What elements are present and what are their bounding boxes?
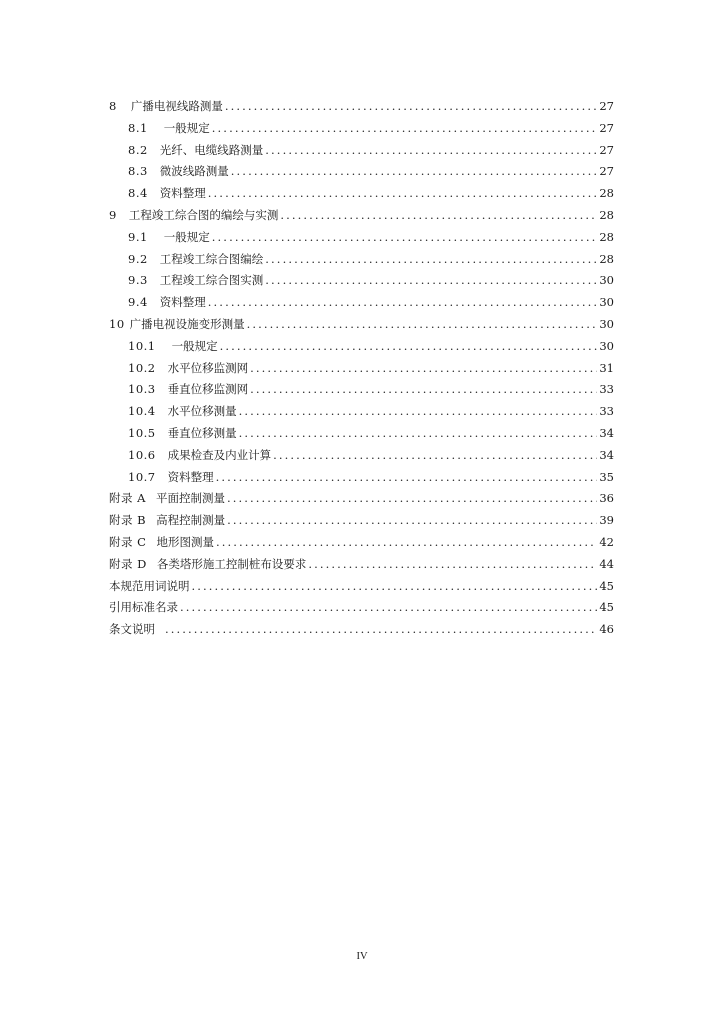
toc-entry-number: 9.4	[128, 295, 148, 310]
toc-entry-page: 45	[599, 578, 614, 593]
toc-entry[interactable]	[109, 490, 614, 512]
toc-entry-page: 33	[599, 404, 614, 419]
toc-leader-dots	[265, 273, 597, 287]
toc-entry-page: 28	[599, 229, 614, 244]
toc-entry[interactable]	[109, 251, 614, 273]
toc-entry-title: 垂直位移测量	[167, 425, 237, 440]
toc-entry-title: 本规范用词说明	[109, 578, 190, 593]
toc-leader-dots	[220, 339, 598, 353]
toc-leader-dots	[216, 535, 597, 549]
toc-entry[interactable]	[109, 425, 614, 447]
toc-entry-title: 各类塔形施工控制桩布设要求	[156, 556, 307, 571]
toc-entry-title: 工程竣工综合图实测	[159, 273, 264, 288]
toc-entry-number: 10.4	[128, 404, 156, 419]
toc-leader-dots	[273, 448, 597, 462]
toc-entry-page: 30	[599, 295, 614, 310]
toc-entry[interactable]	[109, 272, 614, 294]
toc-entry-page: 27	[599, 164, 614, 179]
toc-entry-title: 资料整理	[159, 295, 206, 310]
toc-entry[interactable]	[109, 360, 614, 382]
toc-entry-number: 8.1	[128, 120, 148, 135]
toc-leader-dots	[208, 295, 598, 309]
toc-entry-title: 光纤、电缆线路测量	[159, 142, 264, 157]
toc-entry-title: 工程竣工综合图的编绘与实测	[128, 207, 279, 222]
toc-entry[interactable]	[109, 294, 614, 316]
toc-entry-title: 一般规定	[163, 229, 210, 244]
toc-leader-dots	[250, 382, 597, 396]
page-number: IV	[356, 951, 368, 962]
toc-entry-title: 垂直位移监测网	[167, 382, 249, 397]
toc-leader-dots	[308, 557, 597, 571]
toc-entry[interactable]	[109, 120, 614, 142]
toc-leader-dots	[212, 121, 598, 135]
toc-entry-title: 水平位移测量	[167, 404, 237, 419]
toc-entry-title: 资料整理	[167, 469, 214, 484]
toc-entry[interactable]	[109, 142, 614, 164]
toc-entry-title: 高程控制测量	[156, 513, 226, 528]
toc-entry-number: 10.2	[128, 360, 156, 375]
toc-leader-dots	[227, 491, 597, 505]
toc-entry[interactable]	[109, 185, 614, 207]
toc-leader-dots	[216, 470, 598, 484]
toc-entry-number: 10.3	[128, 382, 156, 397]
toc-entry-page: 35	[599, 469, 614, 484]
toc-entry[interactable]	[109, 381, 614, 403]
toc-entry-title: 水平位移监测网	[167, 360, 249, 375]
toc-leader-dots	[212, 230, 598, 244]
toc-entry-page: 36	[599, 491, 614, 506]
toc-entry-number: 8.4	[128, 186, 148, 201]
toc-leader-dots	[208, 186, 598, 200]
toc-entry[interactable]	[109, 556, 614, 578]
toc-entry[interactable]	[109, 599, 614, 621]
toc-entry-number: 10.6	[128, 447, 156, 462]
toc-entry[interactable]	[109, 316, 614, 338]
toc-leader-dots	[225, 99, 598, 113]
toc-entry-title: 平面控制测量	[155, 491, 225, 506]
toc-entry-page: 28	[599, 207, 614, 222]
toc-entry-title: 一般规定	[171, 338, 218, 353]
toc-entry-page: 34	[599, 425, 614, 440]
toc-entry[interactable]	[109, 578, 614, 600]
toc-entry[interactable]	[109, 229, 614, 251]
toc-entry-number: 10.1	[128, 338, 156, 353]
toc-leader-dots	[165, 622, 597, 636]
toc-leader-dots	[239, 404, 598, 418]
toc-entry-number: 8	[109, 99, 117, 113]
toc-leader-dots	[227, 513, 597, 527]
toc-leader-dots	[192, 579, 598, 593]
toc-entry[interactable]	[109, 512, 614, 534]
toc-entry-page: 42	[599, 534, 614, 549]
toc-entry-page: 30	[599, 316, 614, 331]
toc-entry[interactable]	[109, 469, 614, 491]
toc-entry-page: 27	[599, 120, 614, 135]
toc-entry-title: 地形图测量	[156, 534, 214, 549]
toc-entry-number: 附录 D	[109, 556, 147, 571]
toc-entry-number: 9	[109, 207, 117, 222]
toc-entry[interactable]	[109, 163, 614, 185]
toc-leader-dots	[180, 600, 597, 614]
toc-entry[interactable]	[109, 447, 614, 469]
toc-leader-dots	[239, 426, 598, 440]
table-of-contents	[109, 98, 614, 643]
toc-entry-title: 成果检查及内业计算	[167, 447, 272, 462]
toc-entry-page: 30	[599, 273, 614, 288]
toc-entry-title: 工程竣工综合图编绘	[159, 251, 264, 266]
toc-entry-number: 9.1	[128, 229, 148, 244]
toc-entry-number: 10.5	[128, 425, 156, 440]
toc-leader-dots	[247, 317, 598, 331]
toc-entry-title: 广播电视线路测量	[130, 99, 223, 113]
toc-entry-number: 附录 A	[109, 491, 146, 506]
toc-entry[interactable]	[109, 621, 614, 643]
toc-entry-page: 30	[599, 338, 614, 353]
toc-leader-dots	[280, 208, 597, 222]
toc-entry-page: 27	[599, 142, 614, 157]
toc-entry-page: 45	[599, 600, 614, 615]
toc-entry-page: 39	[599, 513, 614, 528]
toc-entry[interactable]	[109, 207, 614, 229]
toc-entry[interactable]	[109, 338, 614, 360]
toc-entry-title: 引用标准名录	[109, 600, 178, 615]
toc-entry-number: 8.2	[128, 142, 148, 157]
toc-entry-title: 条文说明	[109, 622, 155, 637]
toc-leader-dots	[231, 164, 598, 178]
toc-entry-number: 9.3	[128, 273, 148, 288]
toc-entry-page: 34	[599, 447, 614, 462]
toc-entry-number: 8.3	[128, 164, 148, 179]
toc-leader-dots	[250, 361, 597, 375]
toc-entry-page: 33	[599, 382, 614, 397]
toc-entry-title: 资料整理	[159, 186, 206, 201]
toc-entry[interactable]	[109, 98, 614, 120]
toc-entry-title: 广播电视设施变形测量	[129, 316, 245, 331]
toc-entry-page: 28	[599, 186, 614, 201]
toc-entry-title: 微波线路测量	[159, 164, 229, 179]
toc-entry-number: 9.2	[128, 251, 148, 266]
toc-entry-number: 附录 C	[109, 534, 147, 549]
toc-entry-number: 10	[109, 316, 125, 331]
toc-entry[interactable]	[109, 534, 614, 556]
toc-entry-page: 46	[599, 622, 614, 637]
toc-entry-page: 27	[599, 99, 614, 113]
toc-leader-dots	[265, 143, 597, 157]
toc-entry-number: 10.7	[128, 469, 156, 484]
toc-leader-dots	[265, 252, 597, 266]
toc-entry[interactable]	[109, 403, 614, 425]
toc-entry-page: 28	[599, 251, 614, 266]
toc-entry-page: 31	[599, 360, 614, 375]
toc-entry-title: 一般规定	[163, 120, 210, 135]
toc-entry-page: 44	[599, 556, 614, 571]
toc-entry-number: 附录 B	[109, 513, 147, 528]
